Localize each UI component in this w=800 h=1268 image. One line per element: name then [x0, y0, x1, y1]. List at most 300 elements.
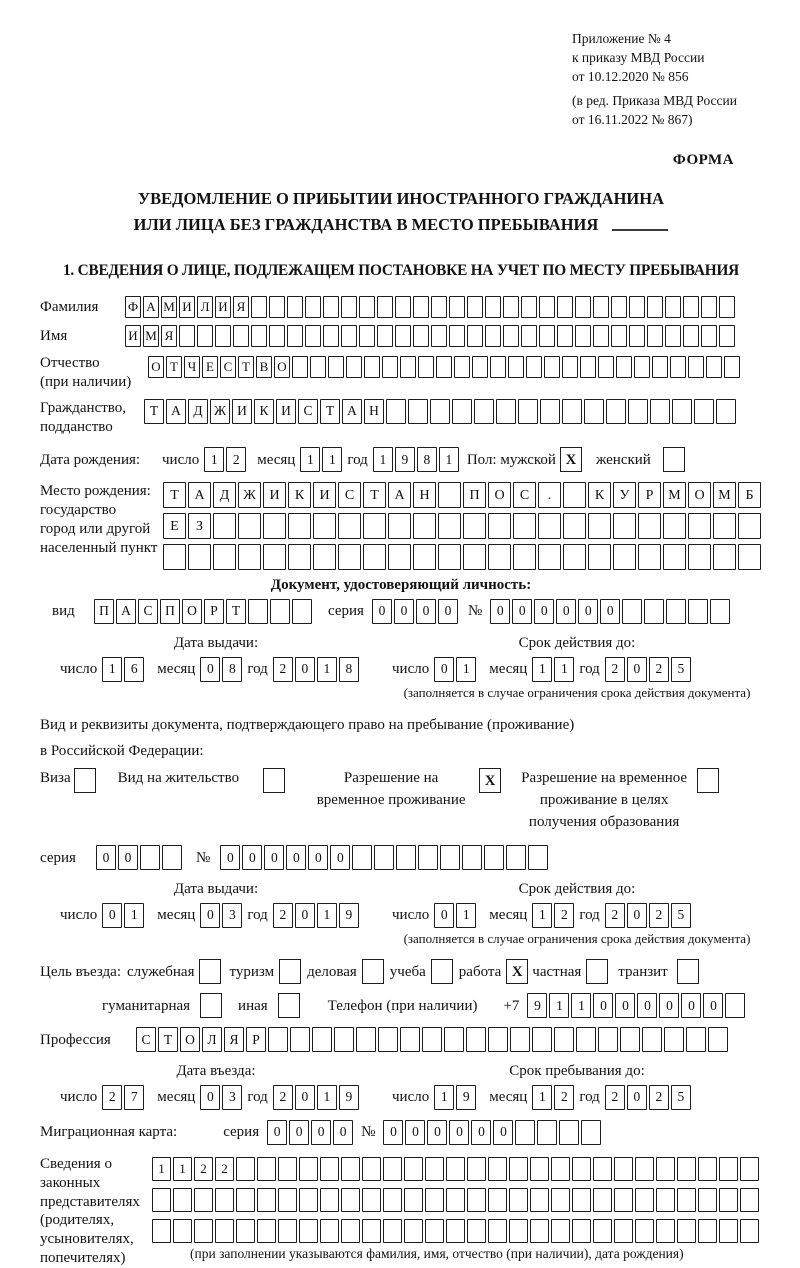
char-cell[interactable]: О: [180, 1027, 200, 1052]
char-cell[interactable]: 1: [317, 903, 337, 928]
char-cell[interactable]: [598, 1027, 618, 1052]
char-cell[interactable]: [270, 599, 290, 624]
char-cell[interactable]: [413, 325, 429, 347]
char-cell[interactable]: [740, 1157, 759, 1181]
char-cell[interactable]: [438, 513, 461, 539]
char-cell[interactable]: Е: [202, 356, 218, 378]
char-cell[interactable]: [251, 296, 267, 318]
char-cell[interactable]: 1: [571, 993, 591, 1018]
char-cell[interactable]: [288, 513, 311, 539]
char-cell[interactable]: [488, 1188, 507, 1212]
char-cell[interactable]: [422, 1027, 442, 1052]
char-cell[interactable]: [540, 399, 560, 424]
char-cell[interactable]: [323, 325, 339, 347]
char-cell[interactable]: [257, 1188, 276, 1212]
char-cell[interactable]: [236, 1219, 255, 1243]
char-cell[interactable]: 0: [295, 1085, 315, 1110]
char-cell[interactable]: [378, 1027, 398, 1052]
char-cell[interactable]: Ж: [210, 399, 230, 424]
char-cell[interactable]: С: [298, 399, 318, 424]
char-cell[interactable]: [363, 513, 386, 539]
char-cell[interactable]: [463, 513, 486, 539]
char-cell[interactable]: П: [463, 482, 486, 508]
char-cell[interactable]: [656, 1157, 675, 1181]
char-cell[interactable]: [263, 513, 286, 539]
char-cell[interactable]: 0: [200, 903, 220, 928]
char-cell[interactable]: [666, 599, 686, 624]
char-cell[interactable]: 0: [405, 1120, 425, 1145]
char-cell[interactable]: 1: [317, 1085, 337, 1110]
purpose-tourism-checkbox[interactable]: [279, 959, 301, 984]
char-cell[interactable]: [299, 1188, 318, 1212]
temp-residence-checkbox[interactable]: X: [479, 768, 501, 793]
char-cell[interactable]: [628, 399, 648, 424]
char-cell[interactable]: О: [274, 356, 290, 378]
char-cell[interactable]: 1: [204, 447, 224, 472]
char-cell[interactable]: [313, 513, 336, 539]
char-cell[interactable]: [593, 1157, 612, 1181]
char-cell[interactable]: [530, 1219, 549, 1243]
char-cell[interactable]: 1: [102, 657, 122, 682]
char-cell[interactable]: [287, 296, 303, 318]
char-cell[interactable]: [503, 296, 519, 318]
char-cell[interactable]: [588, 513, 611, 539]
char-cell[interactable]: 1: [152, 1157, 171, 1181]
char-cell[interactable]: [341, 325, 357, 347]
char-cell[interactable]: [528, 845, 548, 870]
char-cell[interactable]: 0: [703, 993, 723, 1018]
char-cell[interactable]: [738, 544, 761, 570]
char-cell[interactable]: [388, 513, 411, 539]
char-cell[interactable]: А: [342, 399, 362, 424]
char-cell[interactable]: [638, 513, 661, 539]
char-cell[interactable]: 1: [532, 657, 552, 682]
char-cell[interactable]: [474, 399, 494, 424]
char-cell[interactable]: [233, 325, 249, 347]
char-cell[interactable]: [215, 1188, 234, 1212]
char-cell[interactable]: Я: [224, 1027, 244, 1052]
char-cell[interactable]: .: [538, 482, 561, 508]
char-cell[interactable]: [539, 325, 555, 347]
char-cell[interactable]: [620, 1027, 640, 1052]
char-cell[interactable]: [438, 482, 461, 508]
char-cell[interactable]: Р: [246, 1027, 266, 1052]
char-cell[interactable]: [740, 1219, 759, 1243]
char-cell[interactable]: [278, 1157, 297, 1181]
char-cell[interactable]: [593, 296, 609, 318]
char-cell[interactable]: С: [220, 356, 236, 378]
char-cell[interactable]: 1: [173, 1157, 192, 1181]
char-cell[interactable]: [506, 845, 526, 870]
char-cell[interactable]: [467, 1219, 486, 1243]
char-cell[interactable]: О: [488, 482, 511, 508]
purpose-private-checkbox[interactable]: [586, 959, 608, 984]
char-cell[interactable]: К: [254, 399, 274, 424]
char-cell[interactable]: [446, 1219, 465, 1243]
purpose-humanitarian-checkbox[interactable]: [200, 993, 222, 1018]
char-cell[interactable]: [515, 1120, 535, 1145]
char-cell[interactable]: Б: [738, 482, 761, 508]
char-cell[interactable]: [701, 296, 717, 318]
char-cell[interactable]: [614, 1219, 633, 1243]
char-cell[interactable]: 2: [194, 1157, 213, 1181]
char-cell[interactable]: [404, 1219, 423, 1243]
char-cell[interactable]: [446, 1188, 465, 1212]
char-cell[interactable]: 0: [615, 993, 635, 1018]
char-cell[interactable]: [338, 513, 361, 539]
char-cell[interactable]: [488, 1219, 507, 1243]
char-cell[interactable]: [452, 399, 472, 424]
char-cell[interactable]: [312, 1027, 332, 1052]
char-cell[interactable]: М: [713, 482, 736, 508]
char-cell[interactable]: 3: [222, 903, 242, 928]
char-cell[interactable]: [278, 1219, 297, 1243]
char-cell[interactable]: Е: [163, 513, 186, 539]
char-cell[interactable]: [698, 1188, 717, 1212]
char-cell[interactable]: А: [166, 399, 186, 424]
char-cell[interactable]: [677, 1219, 696, 1243]
char-cell[interactable]: [400, 356, 416, 378]
char-cell[interactable]: [173, 1188, 192, 1212]
char-cell[interactable]: [238, 513, 261, 539]
char-cell[interactable]: [377, 296, 393, 318]
char-cell[interactable]: [236, 1157, 255, 1181]
char-cell[interactable]: О: [688, 482, 711, 508]
char-cell[interactable]: И: [263, 482, 286, 508]
char-cell[interactable]: [488, 1157, 507, 1181]
char-cell[interactable]: О: [182, 599, 202, 624]
char-cell[interactable]: 1: [456, 657, 476, 682]
char-cell[interactable]: 1: [322, 447, 342, 472]
char-cell[interactable]: [268, 1027, 288, 1052]
char-cell[interactable]: [364, 356, 380, 378]
char-cell[interactable]: [530, 1188, 549, 1212]
char-cell[interactable]: [413, 296, 429, 318]
char-cell[interactable]: [140, 845, 160, 870]
char-cell[interactable]: [719, 1188, 738, 1212]
char-cell[interactable]: 2: [273, 1085, 293, 1110]
char-cell[interactable]: Н: [364, 399, 384, 424]
char-cell[interactable]: [408, 399, 428, 424]
char-cell[interactable]: [341, 296, 357, 318]
char-cell[interactable]: 0: [311, 1120, 331, 1145]
char-cell[interactable]: [530, 1157, 549, 1181]
purpose-work-checkbox[interactable]: X: [506, 959, 528, 984]
char-cell[interactable]: 0: [295, 903, 315, 928]
char-cell[interactable]: [663, 513, 686, 539]
char-cell[interactable]: [299, 1219, 318, 1243]
char-cell[interactable]: [580, 356, 596, 378]
char-cell[interactable]: [485, 296, 501, 318]
char-cell[interactable]: И: [276, 399, 296, 424]
char-cell[interactable]: [313, 544, 336, 570]
char-cell[interactable]: [334, 1027, 354, 1052]
char-cell[interactable]: [341, 1157, 360, 1181]
char-cell[interactable]: [647, 296, 663, 318]
char-cell[interactable]: [194, 1188, 213, 1212]
char-cell[interactable]: [292, 599, 312, 624]
char-cell[interactable]: [287, 325, 303, 347]
char-cell[interactable]: [213, 513, 236, 539]
char-cell[interactable]: [663, 544, 686, 570]
char-cell[interactable]: Т: [166, 356, 182, 378]
char-cell[interactable]: [686, 1027, 706, 1052]
char-cell[interactable]: [513, 544, 536, 570]
char-cell[interactable]: [518, 399, 538, 424]
char-cell[interactable]: [644, 599, 664, 624]
char-cell[interactable]: 1: [456, 903, 476, 928]
char-cell[interactable]: [638, 544, 661, 570]
char-cell[interactable]: К: [588, 482, 611, 508]
char-cell[interactable]: [611, 325, 627, 347]
char-cell[interactable]: 0: [627, 903, 647, 928]
temp-residence-education-checkbox[interactable]: [697, 768, 719, 793]
char-cell[interactable]: [346, 356, 362, 378]
char-cell[interactable]: С: [136, 1027, 156, 1052]
char-cell[interactable]: 5: [671, 657, 691, 682]
char-cell[interactable]: 9: [527, 993, 547, 1018]
char-cell[interactable]: [485, 325, 501, 347]
char-cell[interactable]: 5: [671, 903, 691, 928]
char-cell[interactable]: Т: [158, 1027, 178, 1052]
char-cell[interactable]: [563, 513, 586, 539]
char-cell[interactable]: [537, 1120, 557, 1145]
char-cell[interactable]: [269, 325, 285, 347]
char-cell[interactable]: [395, 296, 411, 318]
char-cell[interactable]: 0: [600, 599, 620, 624]
char-cell[interactable]: [572, 1157, 591, 1181]
char-cell[interactable]: [413, 544, 436, 570]
char-cell[interactable]: [269, 296, 285, 318]
char-cell[interactable]: [290, 1027, 310, 1052]
char-cell[interactable]: [719, 325, 735, 347]
char-cell[interactable]: 0: [438, 599, 458, 624]
char-cell[interactable]: [656, 1188, 675, 1212]
sex-female-checkbox[interactable]: [663, 447, 685, 472]
char-cell[interactable]: А: [116, 599, 136, 624]
char-cell[interactable]: [521, 296, 537, 318]
char-cell[interactable]: [299, 1157, 318, 1181]
char-cell[interactable]: [635, 1188, 654, 1212]
char-cell[interactable]: [642, 1027, 662, 1052]
char-cell[interactable]: [622, 599, 642, 624]
char-cell[interactable]: [462, 845, 482, 870]
char-cell[interactable]: [341, 1219, 360, 1243]
char-cell[interactable]: [719, 1157, 738, 1181]
char-cell[interactable]: 0: [434, 903, 454, 928]
char-cell[interactable]: Л: [197, 296, 213, 318]
char-cell[interactable]: [257, 1157, 276, 1181]
char-cell[interactable]: [572, 1219, 591, 1243]
char-cell[interactable]: [383, 1188, 402, 1212]
char-cell[interactable]: 0: [681, 993, 701, 1018]
char-cell[interactable]: [554, 1027, 574, 1052]
char-cell[interactable]: С: [513, 482, 536, 508]
char-cell[interactable]: [634, 356, 650, 378]
char-cell[interactable]: [359, 296, 375, 318]
char-cell[interactable]: [593, 325, 609, 347]
char-cell[interactable]: 0: [427, 1120, 447, 1145]
char-cell[interactable]: 2: [273, 657, 293, 682]
char-cell[interactable]: [257, 1219, 276, 1243]
char-cell[interactable]: [449, 296, 465, 318]
char-cell[interactable]: [377, 325, 393, 347]
char-cell[interactable]: [513, 513, 536, 539]
char-cell[interactable]: [521, 325, 537, 347]
char-cell[interactable]: [338, 544, 361, 570]
purpose-other-checkbox[interactable]: [278, 993, 300, 1018]
char-cell[interactable]: 1: [532, 903, 552, 928]
char-cell[interactable]: Я: [233, 296, 249, 318]
char-cell[interactable]: Я: [161, 325, 177, 347]
char-cell[interactable]: [635, 1157, 654, 1181]
char-cell[interactable]: [425, 1188, 444, 1212]
char-cell[interactable]: [484, 845, 504, 870]
char-cell[interactable]: А: [188, 482, 211, 508]
char-cell[interactable]: [613, 544, 636, 570]
char-cell[interactable]: [563, 482, 586, 508]
char-cell[interactable]: Т: [163, 482, 186, 508]
char-cell[interactable]: [292, 356, 308, 378]
char-cell[interactable]: [278, 1188, 297, 1212]
char-cell[interactable]: 0: [200, 657, 220, 682]
char-cell[interactable]: [510, 1027, 530, 1052]
char-cell[interactable]: 0: [96, 845, 116, 870]
char-cell[interactable]: А: [143, 296, 159, 318]
char-cell[interactable]: [526, 356, 542, 378]
char-cell[interactable]: [710, 599, 730, 624]
char-cell[interactable]: [467, 296, 483, 318]
char-cell[interactable]: Т: [363, 482, 386, 508]
char-cell[interactable]: [352, 845, 372, 870]
char-cell[interactable]: М: [143, 325, 159, 347]
char-cell[interactable]: [664, 1027, 684, 1052]
char-cell[interactable]: [677, 1157, 696, 1181]
char-cell[interactable]: П: [94, 599, 114, 624]
char-cell[interactable]: [490, 356, 506, 378]
char-cell[interactable]: [238, 544, 261, 570]
char-cell[interactable]: [557, 325, 573, 347]
char-cell[interactable]: Т: [238, 356, 254, 378]
char-cell[interactable]: [724, 356, 740, 378]
char-cell[interactable]: [488, 513, 511, 539]
char-cell[interactable]: 0: [394, 599, 414, 624]
char-cell[interactable]: [425, 1157, 444, 1181]
char-cell[interactable]: [430, 399, 450, 424]
char-cell[interactable]: Д: [213, 482, 236, 508]
char-cell[interactable]: [629, 325, 645, 347]
char-cell[interactable]: М: [663, 482, 686, 508]
char-cell[interactable]: [310, 356, 326, 378]
char-cell[interactable]: 0: [295, 657, 315, 682]
purpose-business-checkbox[interactable]: [362, 959, 384, 984]
char-cell[interactable]: [584, 399, 604, 424]
char-cell[interactable]: [438, 544, 461, 570]
purpose-transit-checkbox[interactable]: [677, 959, 699, 984]
char-cell[interactable]: [688, 544, 711, 570]
char-cell[interactable]: [694, 399, 714, 424]
char-cell[interactable]: [431, 325, 447, 347]
char-cell[interactable]: [551, 1219, 570, 1243]
char-cell[interactable]: 0: [289, 1120, 309, 1145]
char-cell[interactable]: 2: [215, 1157, 234, 1181]
char-cell[interactable]: [320, 1219, 339, 1243]
char-cell[interactable]: 9: [339, 1085, 359, 1110]
char-cell[interactable]: [509, 1157, 528, 1181]
char-cell[interactable]: Т: [226, 599, 246, 624]
char-cell[interactable]: 0: [102, 903, 122, 928]
char-cell[interactable]: [593, 1219, 612, 1243]
char-cell[interactable]: З: [188, 513, 211, 539]
char-cell[interactable]: [576, 1027, 596, 1052]
char-cell[interactable]: 2: [102, 1085, 122, 1110]
char-cell[interactable]: [562, 399, 582, 424]
char-cell[interactable]: Т: [144, 399, 164, 424]
char-cell[interactable]: [598, 356, 614, 378]
char-cell[interactable]: [305, 296, 321, 318]
char-cell[interactable]: [559, 1120, 579, 1145]
char-cell[interactable]: [670, 356, 686, 378]
char-cell[interactable]: [719, 1219, 738, 1243]
char-cell[interactable]: И: [215, 296, 231, 318]
char-cell[interactable]: [509, 1188, 528, 1212]
char-cell[interactable]: 1: [300, 447, 320, 472]
char-cell[interactable]: [575, 325, 591, 347]
char-cell[interactable]: [431, 296, 447, 318]
char-cell[interactable]: [713, 513, 736, 539]
char-cell[interactable]: [738, 513, 761, 539]
char-cell[interactable]: [562, 356, 578, 378]
char-cell[interactable]: [611, 296, 627, 318]
char-cell[interactable]: [152, 1188, 171, 1212]
char-cell[interactable]: [454, 356, 470, 378]
char-cell[interactable]: [557, 296, 573, 318]
char-cell[interactable]: [467, 325, 483, 347]
char-cell[interactable]: [374, 845, 394, 870]
char-cell[interactable]: [647, 325, 663, 347]
char-cell[interactable]: 0: [333, 1120, 353, 1145]
char-cell[interactable]: [665, 296, 681, 318]
char-cell[interactable]: С: [338, 482, 361, 508]
char-cell[interactable]: [162, 845, 182, 870]
char-cell[interactable]: [719, 296, 735, 318]
char-cell[interactable]: [551, 1188, 570, 1212]
char-cell[interactable]: 8: [339, 657, 359, 682]
char-cell[interactable]: 1: [554, 657, 574, 682]
char-cell[interactable]: У: [613, 482, 636, 508]
char-cell[interactable]: [213, 544, 236, 570]
char-cell[interactable]: 2: [605, 903, 625, 928]
char-cell[interactable]: Т: [320, 399, 340, 424]
char-cell[interactable]: 0: [637, 993, 657, 1018]
char-cell[interactable]: [683, 325, 699, 347]
char-cell[interactable]: 0: [659, 993, 679, 1018]
char-cell[interactable]: [396, 845, 416, 870]
char-cell[interactable]: 1: [373, 447, 393, 472]
char-cell[interactable]: [251, 325, 267, 347]
char-cell[interactable]: [173, 1219, 192, 1243]
char-cell[interactable]: [496, 399, 516, 424]
char-cell[interactable]: [305, 325, 321, 347]
char-cell[interactable]: 6: [124, 657, 144, 682]
char-cell[interactable]: И: [125, 325, 141, 347]
char-cell[interactable]: [606, 399, 626, 424]
char-cell[interactable]: 2: [273, 903, 293, 928]
char-cell[interactable]: [683, 296, 699, 318]
char-cell[interactable]: [614, 1188, 633, 1212]
char-cell[interactable]: [551, 1157, 570, 1181]
char-cell[interactable]: [446, 1157, 465, 1181]
